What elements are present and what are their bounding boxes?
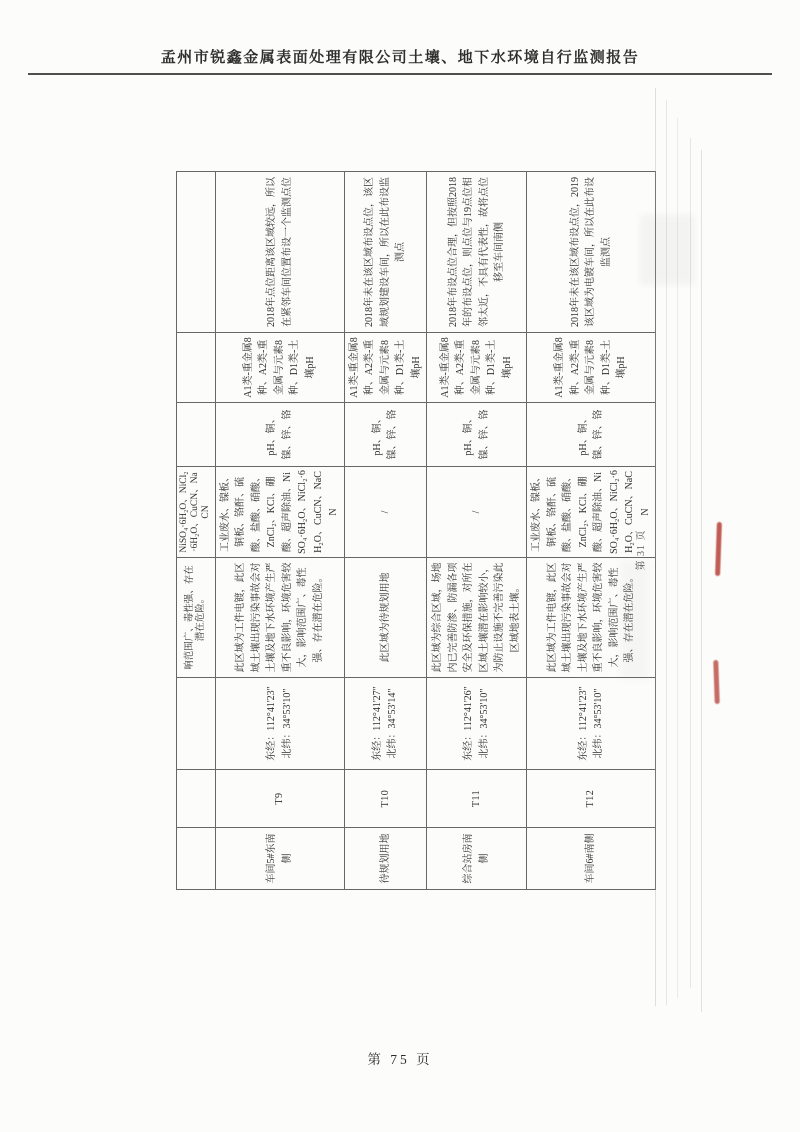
table-row-continued xyxy=(177,172,216,890)
cell-t11-indicators: pH、铜、镍、锌、铬 xyxy=(427,403,527,467)
cell-t12-chemicals: 工业废水、镍板、铜板、铬酐、硫酸、盐酸、硝酸、ZnCl₂、KCl、硼酸、超声除油、NiSO₄·6H₂O、NiCl₂·6H₂O、CuCN、NaCN xyxy=(527,467,656,558)
cell-t10-reason: 2018年未在该区域布设点位，该区域规划建设车间，所以在此布设监测点 xyxy=(344,172,427,333)
cell-t10-indicators: pH、铜、镍、锌、铬 xyxy=(344,403,427,467)
cell-t11-chemicals: / xyxy=(427,467,527,558)
inner-page-number-rotated: 第 31 页 xyxy=(636,529,647,571)
cell-t10-name: 待规划用地 xyxy=(344,828,427,890)
cell-t9-code: T9 xyxy=(215,770,344,828)
cell-cont-chemicals: NiSO₄·6H₂O、NiCl₂·6H₂O、CuCN、NaCN xyxy=(177,467,216,558)
cell-t9-name: 车间5#东南侧 xyxy=(215,828,344,890)
cell-t10-chemicals: / xyxy=(344,467,427,558)
cell-t12-description: 此区域为工件电镀，此区域土壤出现污染事故会对土壤及地下水环境产生严重不良影响，环境危害较大，影响范围广、毒性强、存在潜在危险。 xyxy=(527,558,656,678)
cell-t11-code: T11 xyxy=(427,770,527,828)
cell-cont-reason xyxy=(177,172,216,333)
cell-t11-coord xyxy=(427,678,527,770)
cell-t10-coord xyxy=(344,678,427,770)
scan-smudge xyxy=(620,560,650,680)
scan-edge-line xyxy=(701,150,702,1012)
monitoring-points-table xyxy=(176,171,656,890)
cell-cont-categories xyxy=(177,333,216,403)
latitude: 北纬：34°53'10" xyxy=(281,688,293,759)
cell-t10-description: 此区域为待规划用地 xyxy=(344,558,427,678)
table-row-t11 xyxy=(427,172,527,890)
longitude: 东经：112°41'27" xyxy=(371,686,383,761)
page-number-footer: 第 75 页 xyxy=(367,1052,433,1067)
cell-cont-coord xyxy=(177,678,216,770)
cell-t12-code: T12 xyxy=(527,770,656,828)
cell-cont-indicators xyxy=(177,403,216,467)
page-title: 孟州市锐鑫金属表面处理有限公司土壤、地下水环境自行监测报告 xyxy=(160,50,640,66)
cell-cont-description: 响范围广、毒性强、存在潜在危险。 xyxy=(177,558,216,678)
longitude: 东经：112°41'23" xyxy=(577,686,589,761)
red-pen-mark xyxy=(715,522,722,576)
cell-cont-name xyxy=(177,828,216,890)
cell-t11-categories: A1类-重金属8种、A2类-重金属与元素8种、D1类-土壤pH xyxy=(427,333,527,403)
cell-t9-chemicals: 工业废水、镍板、铜板、铬酐、硫酸、盐酸、硝酸、ZnCl₂、KCl、硼酸、超声除油、NiSO₄·6H₂O、NiCl₂·6H₂O、CuCN、NaCN xyxy=(215,467,344,558)
cell-t9-indicators: pH、铜、镍、锌、铬 xyxy=(215,403,344,467)
latitude: 北纬：34°53'10" xyxy=(593,688,605,759)
longitude: 东经：112°41'23" xyxy=(266,686,278,761)
scan-smudge xyxy=(640,215,695,285)
cell-t9-description: 此区域为工件电镀，此区域土壤出现污染事故会对土壤及地下水环境产生严重不良影响，环境危害较大，影响范围广、毒性强、存在潜在危险。 xyxy=(215,558,344,678)
cell-t11-reason: 2018年布设点位合理，但按照2018年的布设点位，则点位与19点位相邻太近，不具有代表性，故将点位移至车间南侧 xyxy=(427,172,527,333)
cell-t12-categories: A1类-重金属8种、A2类-重金属与元素8种、D1类-土壤pH xyxy=(527,333,656,403)
header-divider xyxy=(28,73,772,75)
cell-t12-name: 车间6#南侧 xyxy=(527,828,656,890)
latitude: 北纬：34°53'10" xyxy=(478,688,490,759)
cell-t11-description: 此区域为综合区域，场地内已完善防渗、防漏各项安全及环保措施，对所在区域土壤潜在影响较小，为防止设施不完善污染此区域地表土壤。 xyxy=(427,558,527,678)
cell-t12-reason: 2018年未在该区域布设点位，2019该区域为电镀车间，所以在此布设监测点 xyxy=(527,172,656,333)
cell-t12-indicators: pH、铜、镍、锌、铬 xyxy=(527,403,656,467)
table-row-t9 xyxy=(215,172,344,890)
latitude: 北纬：34°53'14" xyxy=(387,688,399,759)
table-row-t10 xyxy=(344,172,427,890)
cell-t12-coord xyxy=(527,678,656,770)
cell-t10-code: T10 xyxy=(344,770,427,828)
cell-t9-coord xyxy=(215,678,344,770)
cell-cont-code xyxy=(177,770,216,828)
red-pen-mark xyxy=(713,660,720,704)
longitude: 东经：112°41'26" xyxy=(463,686,475,761)
cell-t10-categories: A1类-重金属8种、A2类-重金属与元素8种、D1类-土壤pH xyxy=(344,333,427,403)
cell-t9-reason: 2018年点位距离该区域较远，所以在紧邻车间位置布设一个监测点位 xyxy=(215,172,344,333)
cell-t11-name: 综合站房南侧 xyxy=(427,828,527,890)
cell-t9-categories: A1类-重金属8种、A2类-重金属与元素8种、D1类-土壤pH xyxy=(215,333,344,403)
